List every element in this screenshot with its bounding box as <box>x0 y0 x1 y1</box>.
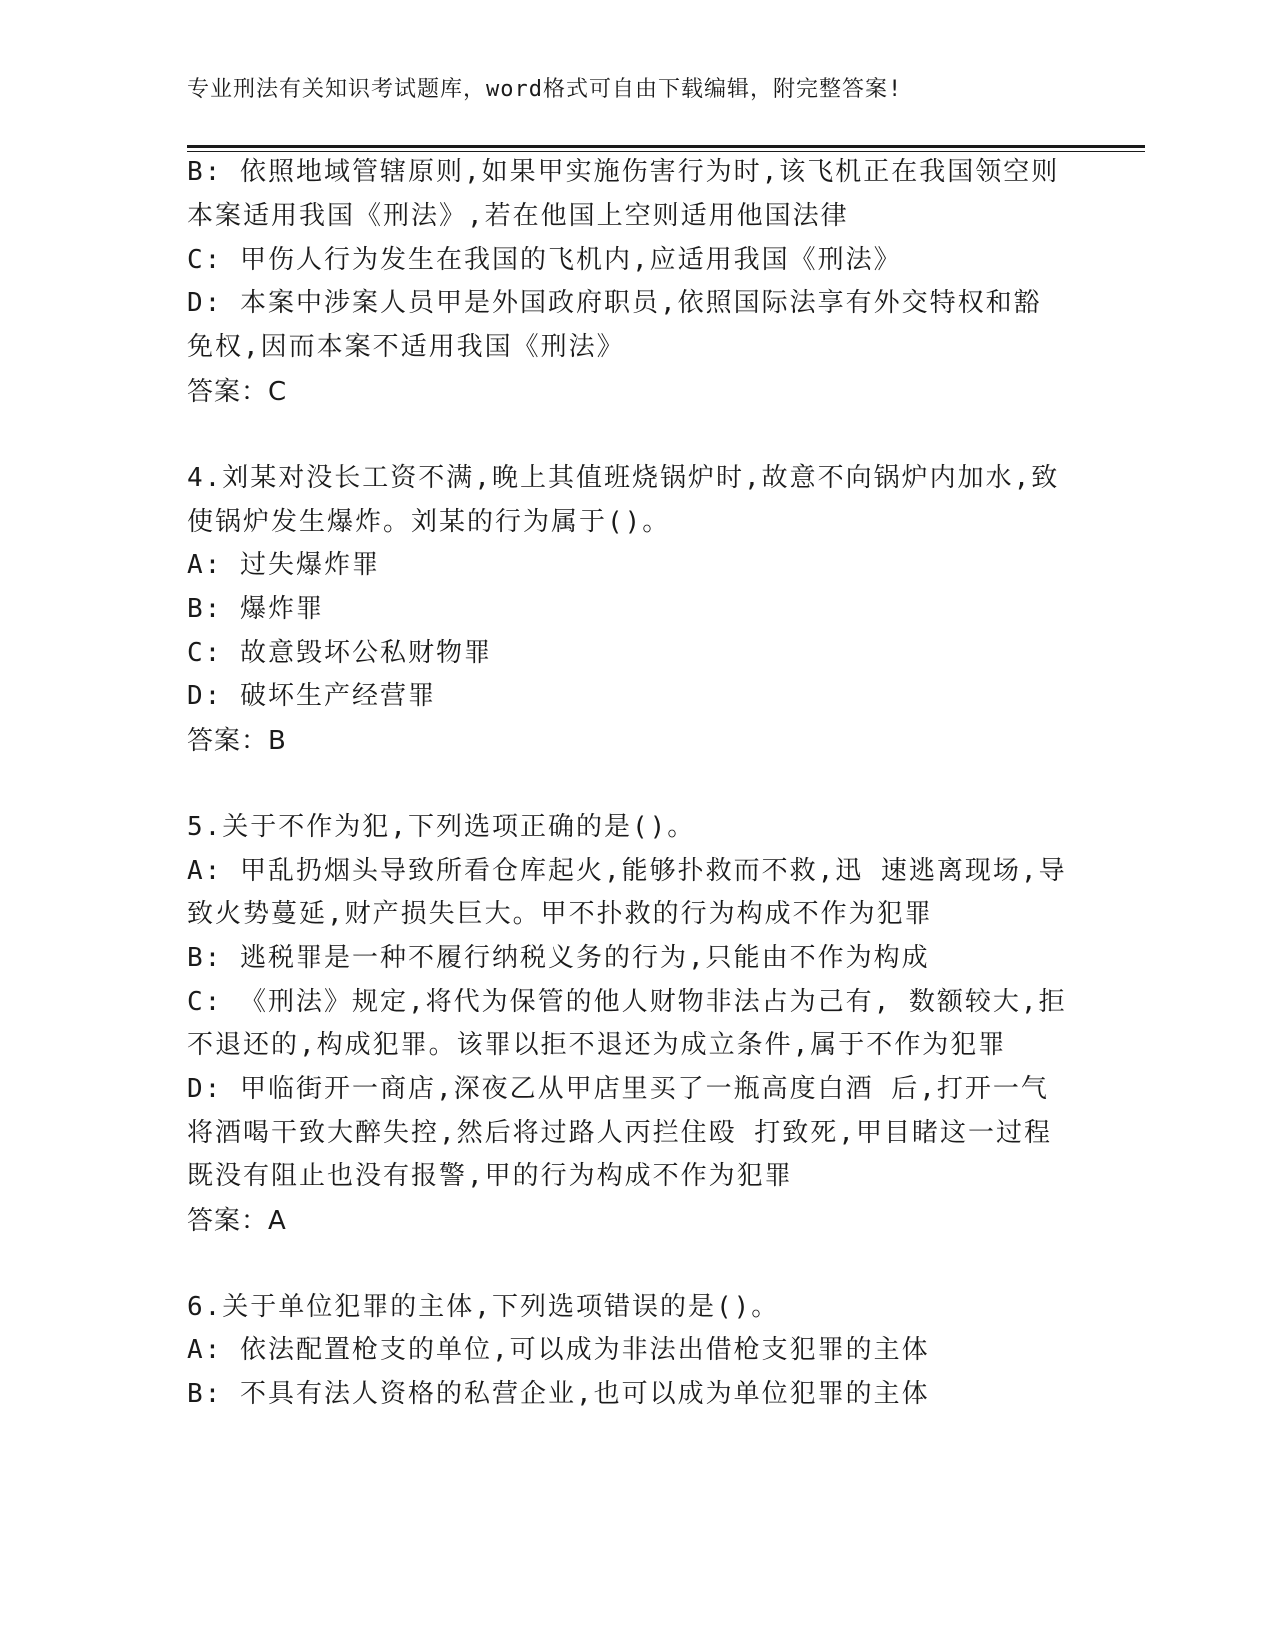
q6-stem: 6.关于单位犯罪的主体,下列选项错误的是()。 <box>187 1292 780 1322</box>
q6-option-b: B: 不具有法人资格的私营企业,也可以成为单位犯罪的主体 <box>187 1379 930 1409</box>
q4-stem-line1: 4.刘某对没长工资不满,晚上其值班烧锅炉时,故意不向锅炉内加水,致 <box>187 463 1060 493</box>
q4-option-a: A: 过失爆炸罪 <box>187 550 380 580</box>
q5-line-4: C: 《刑法》规定,将代为保管的他人财物非法占为己有, 数额较大,拒 <box>187 987 1067 1017</box>
q4-answer: 答案：B <box>187 726 287 756</box>
q5-line-6: D: 甲临街开一商店,深夜乙从甲店里买了一瓶高度白酒 后,打开一气 <box>187 1074 1049 1104</box>
q4-option-c: C: 故意毁坏公私财物罪 <box>187 638 492 668</box>
q4-option-d: D: 破坏生产经营罪 <box>187 681 436 711</box>
q3-option-d-line1: D: 本案中涉案人员甲是外国政府职员,依照国际法享有外交特权和豁 <box>187 288 1042 318</box>
header-rule-thin <box>187 151 1145 152</box>
q5-line-1: A: 甲乱扔烟头导致所看仓库起火,能够扑救而不救,迅 速逃离现场,导 <box>187 856 1067 886</box>
q3-answer: 答案：C <box>187 377 288 407</box>
q6-option-a: A: 依法配置枪支的单位,可以成为非法出借枪支犯罪的主体 <box>187 1335 930 1365</box>
page-header: 专业刑法有关知识考试题库，word格式可自由下载编辑，附完整答案! <box>187 77 903 102</box>
q5-line-2: 致火势蔓延,财产损失巨大。甲不扑救的行为构成不作为犯罪 <box>187 899 933 929</box>
q5-line-5: 不退还的,构成犯罪。该罪以拒不退还为成立条件,属于不作为犯罪 <box>187 1030 1007 1060</box>
q5-line-8: 既没有阻止也没有报警,甲的行为构成不作为犯罪 <box>187 1161 793 1191</box>
q3-option-d-line2: 免权,因而本案不适用我国《刑法》 <box>187 332 625 362</box>
q3-option-c: C: 甲伤人行为发生在我国的飞机内,应适用我国《刑法》 <box>187 245 902 275</box>
q4-option-b: B: 爆炸罪 <box>187 594 324 624</box>
q5-line-7: 将酒喝干致大醉失控,然后将过路人丙拦住殴 打致死,甲目睹这一过程 <box>187 1118 1052 1148</box>
q5-answer: 答案：A <box>187 1206 287 1236</box>
q3-option-b-line2: 本案适用我国《刑法》,若在他国上空则适用他国法律 <box>187 201 849 231</box>
q4-stem-line2: 使锅炉发生爆炸。刘某的行为属于()。 <box>187 507 671 537</box>
q5-stem: 5.关于不作为犯,下列选项正确的是()。 <box>187 812 696 842</box>
header-rule-thick <box>187 145 1145 148</box>
q3-option-b-line1: B: 依照地域管辖原则,如果甲实施伤害行为时,该飞机正在我国领空则 <box>187 157 1060 187</box>
q5-line-3: B: 逃税罪是一种不履行纳税义务的行为,只能由不作为构成 <box>187 943 930 973</box>
